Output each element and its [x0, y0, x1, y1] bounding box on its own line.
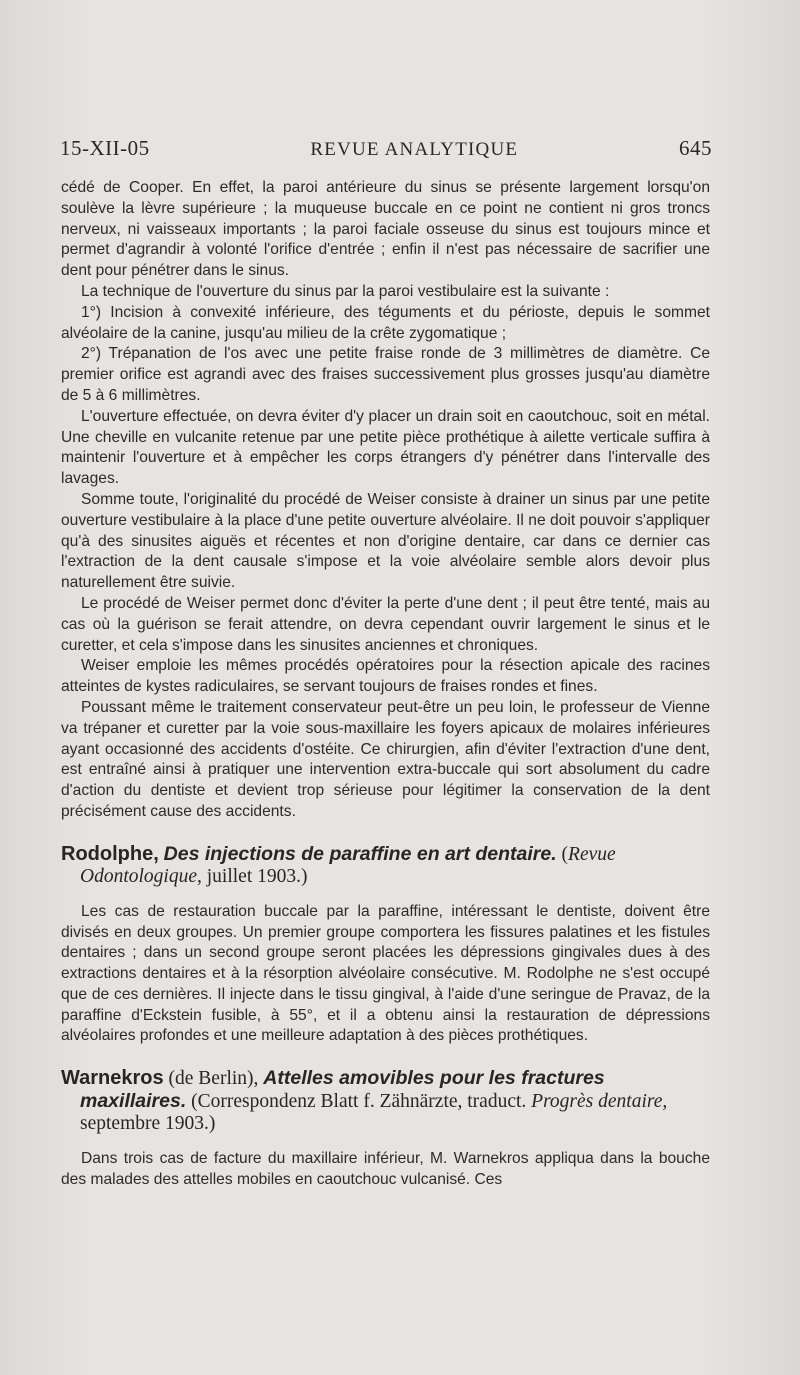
issue-date: 15-XII-05 — [60, 136, 150, 160]
paragraph: Weiser emploie les mêmes procédés opératoires pour la résection apicale des racines atteintes de kystes radiculaires, se servant toujours de fraises rondes et fines. — [61, 657, 710, 696]
entry-ref: (Correspondenz Blatt f. Zähnärzte, traduct. — [186, 1091, 532, 1113]
running-header — [60, 136, 712, 172]
paragraph: Somme toute, l'originalité du procédé de Weiser consiste à drainer un sinus par une petite ouverture vestibulaire à la place d'une petite ouverture alvéolaire. Il ne doit pouvoir s'appliquer qu'à des sinusites aiguës et récentes et non d'origine dentaire, car dans ce dernier cas l'extraction de la dent causale s'impose et la voie alvéolaire semble alors devoir plus naturellement être suivie. — [61, 490, 710, 592]
paragraph: Poussant même le traitement conservateur peut-être un peu loin, le professeur de Vienne va trépaner et curetter par la voie sous-maxillaire les foyers apicaux de molaires inférieures ayant occasionné des accidents d'ostéite. Ce chirurgien, afin d'éviter l'extraction d'une dent, est entraîné ainsi à pratiquer une intervention extra-buccale qui sort absolument du cadre d'action du dentiste et devient trop sérieuse pour légitimer la conservation de la dent précisément cause des accidents. — [61, 698, 710, 820]
entry-text: Dans trois cas de facture du maxillaire inférieur, M. Warnekros appliqua dans la bouche des malades des attelles mobiles en caoutchouc vulcanisé. Ces — [61, 1150, 710, 1189]
paragraph: 1°) Incision à convexité inférieure, des téguments et du périoste, depuis le sommet alvéolaire de la canine, jusqu'au milieu de la crête zygomatique ; — [61, 303, 710, 342]
entry-origin: (de Berlin), — [163, 1068, 264, 1090]
entry-heading — [61, 1067, 710, 1135]
page-body — [61, 178, 710, 1191]
section-title: REVUE ANALYTIQUE — [310, 139, 519, 160]
paragraph: 2°) Trépanation de l'os avec une petite fraise ronde de 3 millimètres de diamètre. Ce premier orifice est agrandi avec des fraises successivement plus grosses jusqu'au diamètre de 5 à 6 millimètres. — [61, 345, 710, 404]
entry-author: Rodolphe, — [61, 842, 159, 865]
entry-work-title: Des injections de paraffine en art dentaire. — [163, 842, 557, 865]
page-number: 645 — [678, 136, 712, 160]
paragraph: cédé de Cooper. En effet, la paroi antérieure du sinus se présente largement lorsqu'on soulève la lèvre supérieure ; la muqueuse buccale en ce point ne contient ni gros troncs nerveux, ni vaisseaux importants ; la paroi faciale osseuse du sinus est toujours mince et permet d'agrandir à volonté l'orifice d'entrée ; enfin il n'est pas nécessaire de sacrifier une dent pour pénétrer dans le sinus. — [61, 179, 710, 280]
entry-heading — [61, 843, 710, 888]
entry-ref-open: ( — [561, 843, 569, 865]
paragraph: Le procédé de Weiser permet donc d'éviter la perte d'une dent ; il peut être tenté, mais au cas où la guérison se ferait attendre, on devra cependant ouvrir largement le sinus et le curetter, et cela s'impose dans les sinusites anciennes et chroniques. — [61, 594, 710, 654]
entry-journal: Progrès dentaire, — [531, 1091, 668, 1113]
entry-ref-date: septembre 1903.) — [80, 1113, 216, 1135]
entry-author: Warnekros — [61, 1067, 164, 1090]
entry-text: Les cas de restauration buccale par la paraffine, intéressant le dentiste, doivent être divisés en deux groupes. Un premier groupe comportera les fissures palatines et les fistules dentaires ; dans un second groupe seront placées les dépressions gingivales dues à des extractions dentaires et à la résorption alvéolaire consécutive. M. Rodolphe ne s'est occupé que de ces dernières. Il injecte dans le tissu gingival, à l'aide d'une seringue de Pravaz, de la paraffine d'Eckstein fusible, à 55°, et il a obtenu ainsi la restauration de dépressions alvéolaires profondes et une meilleure adaptation à des pièces prothétiques. — [61, 902, 710, 1045]
entry-ref-date: juillet 1903.) — [201, 865, 308, 887]
paragraph: La technique de l'ouverture du sinus par la paroi vestibulaire est la suivante : — [81, 282, 610, 300]
review-entry-warnekros — [61, 1067, 710, 1191]
entry-journal: Revue Odontologique, — [80, 843, 616, 887]
paragraph: L'ouverture effectuée, on devra éviter d'y placer un drain soit en caoutchouc, soit en métal. Une cheville en vulcanite retenue par une petite pièce prothétique à ailette verticale suffira à maintenir l'ouverture et à empêcher les corps étrangers d'y pénétrer dans l'intervalle des lavages. — [61, 407, 710, 488]
review-entry-rodolphe — [61, 843, 710, 1048]
entry-work-title: Attelles amovibles pour les fractures maxillaires. — [80, 1067, 605, 1113]
